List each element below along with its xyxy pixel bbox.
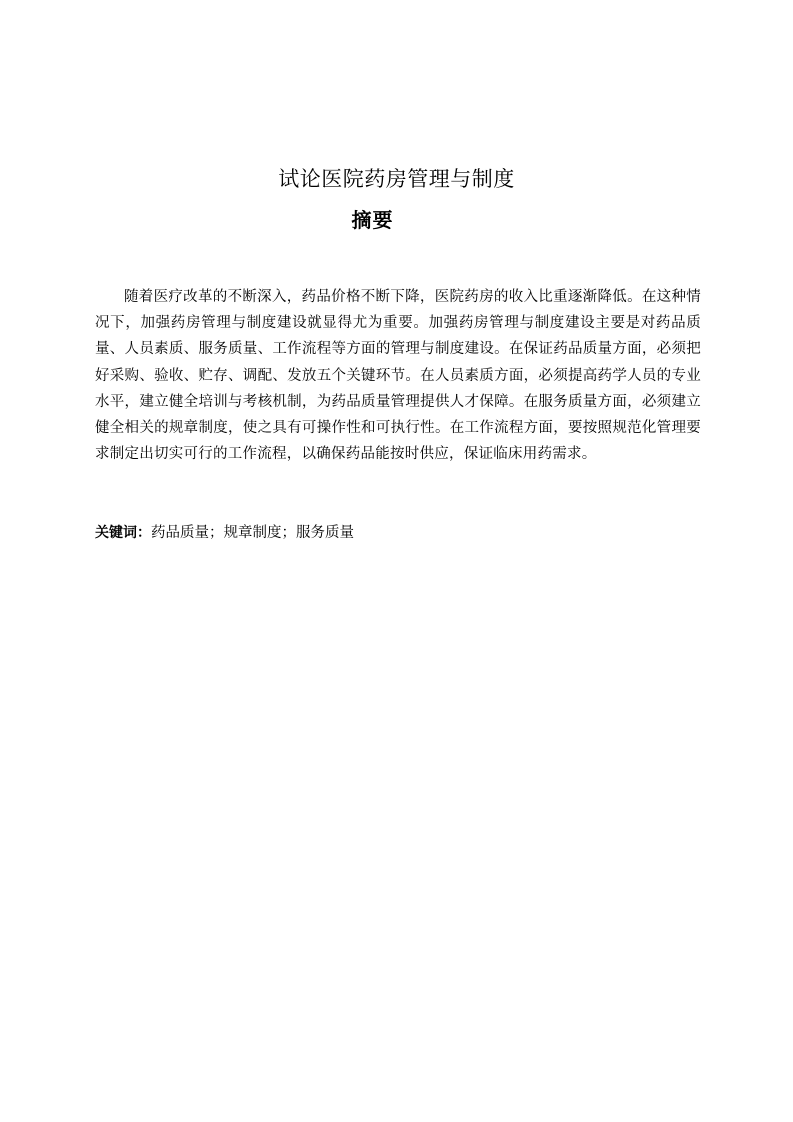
- abstract-paragraph: 随着医疗改革的不断深入，药品价格不断下降，医院药房的收入比重逐渐降低。在这种情况下，加强药房管理与制度建设就显得尤为重要。加强药房管理与制度建设主要是对药品质量、人员素质、服务质量、工作流程等方面的管理与制度建设。在保证药品质量方面，必须把好采购、验收、贮存、调配、发放五个关键环节。在人员素质方面，必须提高药学人员的专业水平，建立健全培训与考核机制，为药品质量管理提供人才保障。在服务质量方面，必须建立健全相关的规章制度，使之具有可操作性和可执行性。在工作流程方面，要按照规范化管理要求制定出切实可行的工作流程，以确保药品能按时供应，保证临床用药需求。: [95, 289, 701, 463]
- keywords-text: 药品质量；规章制度；服务质量: [151, 525, 354, 541]
- keywords-line: [95, 520, 701, 546]
- keywords-label: 关键词：: [95, 525, 151, 541]
- abstract-heading: 摘要: [351, 208, 394, 232]
- document-title: 试论医院药房管理与制度: [278, 167, 515, 191]
